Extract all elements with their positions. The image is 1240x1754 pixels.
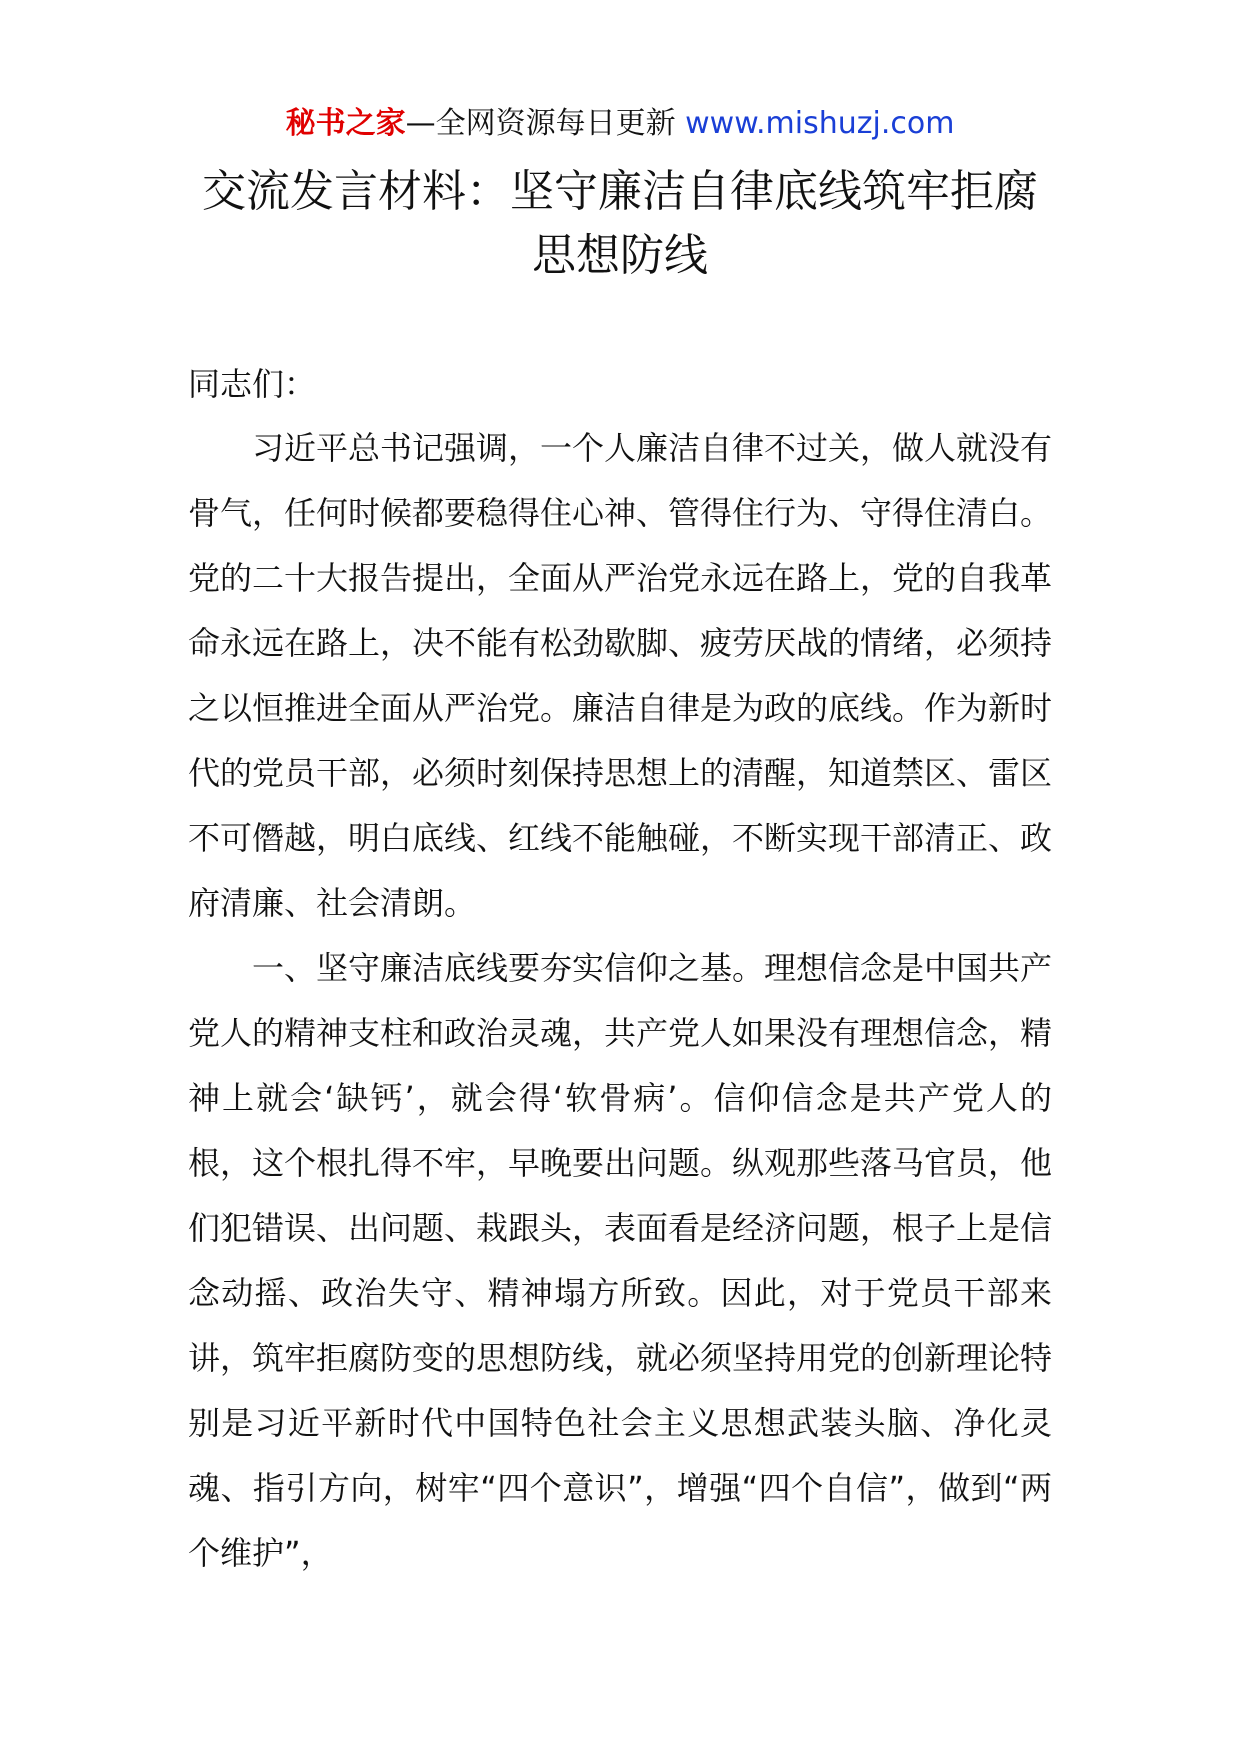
salutation: 同志们： bbox=[188, 365, 317, 403]
document-body bbox=[188, 352, 1052, 1586]
document-title: 交流发言材料：坚守廉洁自律底线筑牢拒腐思想防线 bbox=[202, 166, 1038, 281]
brand-name: 秘书之家 bbox=[285, 106, 406, 141]
paragraph-section-one: 一、坚守廉洁底线要夯实信仰之基。理想信念是中国共产党人的精神支柱和政治灵魂，共产党人如果没有理想信念，精神上就会‘缺钙’，就会得‘软骨病’。信仰信念是共产党人的根，这个根扎得不牢，早晚要出问题。纵观那些落马官员，他们犯错误、出问题、栽跟头，表面看是经济问题，根子上是信念动摇、政治失守、精神塌方所致。因此，对于党员干部来讲，筑牢拒腐防变的思想防线，就必须坚持用党的创新理论特别是习近平新时代中国特色社会主义思想武装头脑、净化灵魂、指引方向，树牢“四个意识”，增强“四个自信”，做到“两个维护”， bbox=[188, 949, 1053, 1572]
header-banner bbox=[0, 104, 1240, 144]
site-url-link[interactable]: www.mishuzj.com bbox=[685, 106, 955, 141]
paragraph-intro: 习近平总书记强调，一个人廉洁自律不过关，做人就没有骨气，任何时候都要稳得住心神、管得住行为、守得住清白。党的二十大报告提出，全面从严治党永远在路上，党的自我革命永远在路上，决不能有松劲歇脚、疲劳厌战的情绪，必须持之以恒推进全面从严治党。廉洁自律是为政的底线。作为新时代的党员干部，必须时刻保持思想上的清醒，知道禁区、雷区不可僭越，明白底线、红线不能触碰，不断实现干部清正、政府清廉、社会清朗。 bbox=[188, 429, 1053, 922]
header-tagline: —全网资源每日更新 bbox=[405, 106, 686, 141]
